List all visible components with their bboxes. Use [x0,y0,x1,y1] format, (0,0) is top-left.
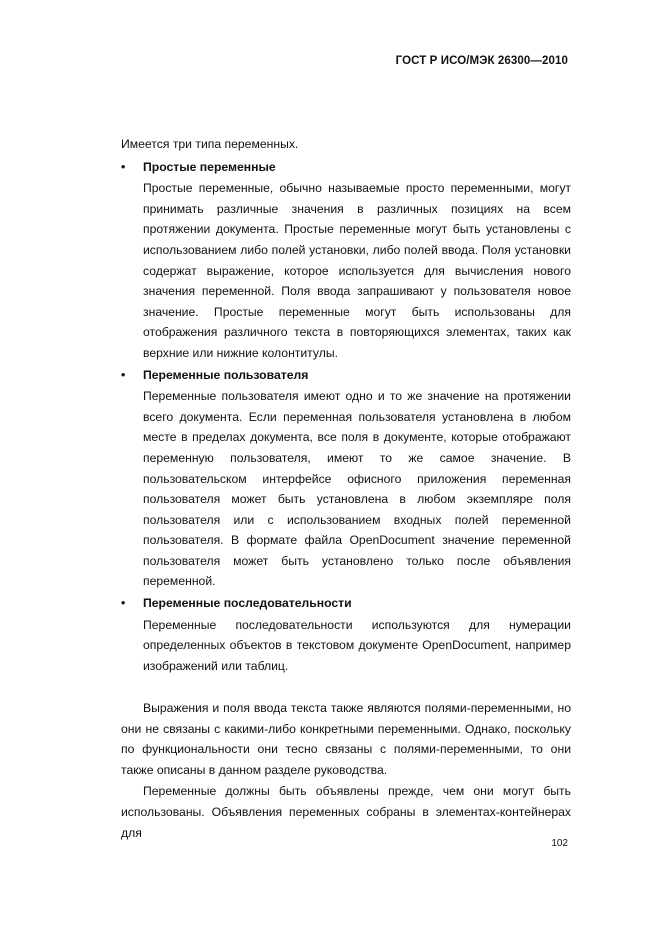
intro-text: Имеется три типа переменных. [121,137,299,151]
list-item-simple-variables [121,157,571,364]
list-item-body: Простые переменные, обычно называемые просто переменными, могут принимать различные значения в различных позициях на всем протяжении документа. Простые переменные могут быть установлены с использованием либо полей установки, либо полей ввода. Поля установки содержат выражение, которое используется для вычисления нового значения переменной. Поля ввода запрашивают у пользователя новое значение. Простые переменные могут быть использованы для отображения различного текста в повторяющихся элементах, таких как верхние или нижние колонтитулы. [143,181,571,360]
body-paragraph [121,781,571,843]
list-item-user-variables [121,365,571,593]
page-number: 102 [551,838,568,849]
list-item-title: Простые переменные [143,159,276,174]
list-item-body: Переменные последовательности используются для нумерации определенных объектов в текстовом документе OpenDocument, например изображений или таблиц. [143,617,571,673]
bullet-icon: • [121,596,126,611]
list-item-title: Переменные последовательности [143,596,352,611]
list-item-sequence-variables [121,593,571,676]
paragraph-text: Переменные должны быть объявлены прежде, чем они могут быть использованы. Объявления переменных собраны в элементах-контейнерах для [121,784,571,840]
list-item-title: Переменные пользователя [143,367,309,382]
document-header: ГОСТ Р ИСО/МЭК 26300—2010 [395,55,568,67]
bullet-icon: • [121,367,126,382]
body-paragraph [121,677,571,780]
page-content [121,134,571,843]
paragraph-text: Выражения и поля ввода текста также являются полями-переменными, но они не связаны с какими-либо конкретными переменными. Однако, поскольку по функциональности они тесно связаны с полями-переменными, то они также описаны в данном разделе руководства. [121,701,571,777]
bullet-icon: • [121,159,126,174]
list-item-body: Переменные пользователя имеют одно и то же значение на протяжении всего документа. Если переменная пользователя установлена в любом месте в пределах документа, все поля в документе, которые отображают переменную пользователя, имеют то же самое значение. В пользовательском интерфейсе офисного приложения переменная пользователя может быть установлена в любом экземпляре поля пользователя или с использованием входных полей переменной пользователя. В формате файла OpenDocument значение переменной пользователя может быть установлено только после объявления переменной. [143,389,571,589]
